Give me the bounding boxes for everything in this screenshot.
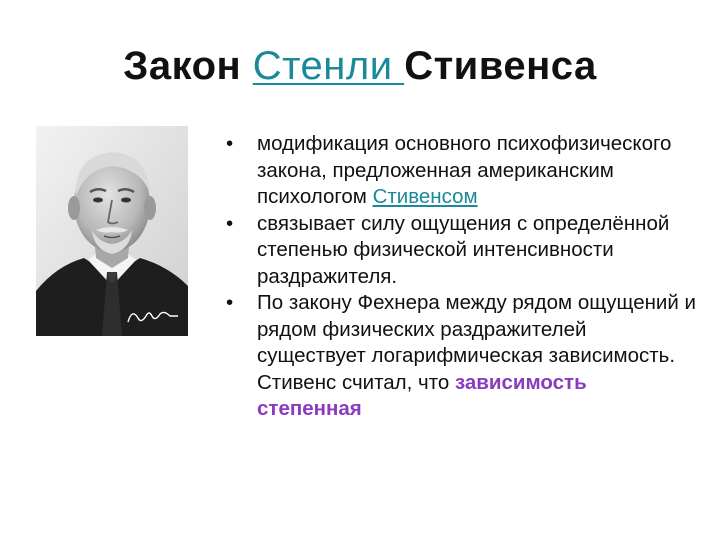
bullet-marker: • bbox=[226, 291, 234, 314]
stevens-link[interactable]: Стивенсом bbox=[372, 185, 478, 208]
title-text-part2: Стивенса bbox=[404, 44, 597, 88]
power-dependence-emphasis: зависимость степенная bbox=[257, 370, 587, 420]
bullet-item bbox=[226, 290, 696, 423]
bullet-item bbox=[226, 131, 696, 211]
bullet-1-text: модификация основного психофизического закона, предложенная американским психологом bbox=[257, 132, 672, 208]
title-link[interactable]: Стенли bbox=[252, 44, 405, 88]
title-text-part1: Закон bbox=[123, 44, 253, 88]
bullet-2-text: связывает силу ощущения с определённой степенью физической интенсивности раздражителя. bbox=[257, 211, 670, 288]
bullet-marker: • bbox=[226, 132, 234, 155]
bullet-item bbox=[226, 211, 696, 291]
portrait-image bbox=[36, 126, 188, 336]
bullet-marker: • bbox=[226, 211, 234, 235]
portrait-photo bbox=[36, 126, 188, 336]
bullet-list bbox=[226, 131, 696, 423]
bullet-3-text: По закону Фехнера между рядом ощущений и рядом физических раздражителей существует логарифмическая зависимость. Стивенс считал, что bbox=[257, 291, 696, 394]
slide-title bbox=[0, 44, 720, 89]
